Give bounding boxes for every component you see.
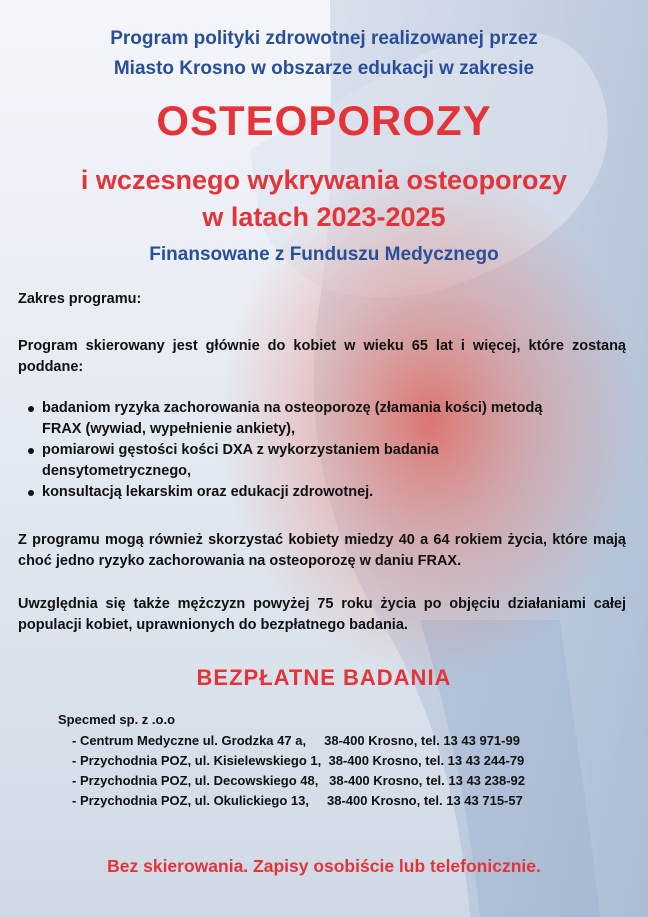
location-item: - Centrum Medyczne ul. Grodzka 47 a, 38-400 Krosno, tel. 13 43 971-99 xyxy=(72,733,520,748)
subtitle-line-1: i wczesnego wykrywania osteoporozy xyxy=(80,165,568,195)
location-item: - Przychodnia POZ, ul. Kisielewskiego 1, 38-400 Krosno, tel. 13 43 244-79 xyxy=(72,753,525,768)
location-item: - Przychodnia POZ, ul. Decowskiego 48, 38-400 Krosno, tel. 13 43 238-92 xyxy=(72,773,526,788)
bullet-icon xyxy=(28,406,34,412)
bullet-icon xyxy=(28,448,34,454)
scope-label: Zakres programu: xyxy=(18,291,142,307)
men-paragraph: Uwzględnia się także mężczyzn powyżej 75 roku życia po objęciu działaniami całej populacji kobiet, uprawnionych do bezpłatnego badania. xyxy=(18,596,626,633)
intro-line-1: Program polityki zdrowotnej realizowanej przez xyxy=(110,28,538,49)
list-item xyxy=(18,398,558,440)
location-item: - Przychodnia POZ, ul. Okulickiego 13, 38-400 Krosno, tel. 13 43 715-57 xyxy=(72,793,523,808)
provider-name: Specmed sp. z .o.o xyxy=(58,712,176,727)
bullet-icon xyxy=(28,490,34,496)
funding-line: Finansowane z Funduszu Medycznego xyxy=(149,244,499,265)
page-title: OSTEOPOROZY xyxy=(156,97,492,144)
bullet-text: badaniom ryzyka zachorowania na osteoporozę (złamania kości) metodą FRAX (wywiad, wypełnienie ankiety), xyxy=(42,400,543,437)
list-item xyxy=(18,482,558,503)
intro-paragraph: Program skierowany jest głównie do kobiet w wieku 65 lat i więcej, które zostaną poddane: xyxy=(18,338,626,375)
intro-line-2: Miasto Krosno w obszarze edukacji w zakresie xyxy=(113,58,535,79)
bullet-text: pomiarowi gęstości kości DXA z wykorzystaniem badania densytometrycznego, xyxy=(42,442,439,479)
eligibility-paragraph: Z programu mogą również skorzystać kobiety miedzy 40 a 64 rokiem życia, które mają choć jedno ryzyko zachorowania na osteoporozę w daniu FRAX. xyxy=(18,532,626,569)
list-item xyxy=(18,440,558,482)
bullet-text: konsultacją lekarskim oraz edukacji zdrowotnej. xyxy=(42,484,374,500)
free-tests-heading: BEZPŁATNE BADANIA xyxy=(196,665,452,690)
footer-note: Bez skierowania. Zapisy osobiście lub telefonicznie. xyxy=(107,856,541,876)
bullet-list xyxy=(18,398,558,503)
subtitle-line-2: w latach 2023-2025 xyxy=(202,202,446,232)
